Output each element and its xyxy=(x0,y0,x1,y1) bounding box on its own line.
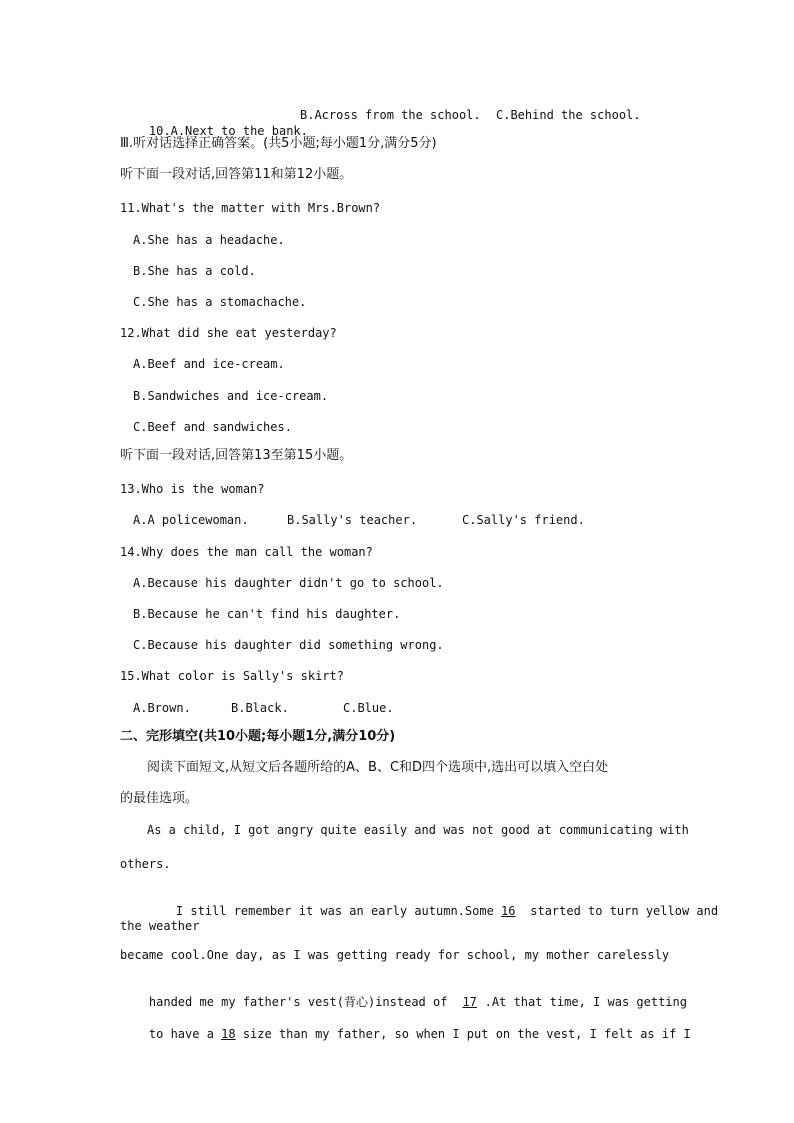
q12-option-b: B.Sandwiches and ice-cream. xyxy=(133,389,329,403)
q14-stem: 14.Why does the man call the woman? xyxy=(120,545,373,559)
section3-title: Ⅲ.听对话选择正确答案。(共5小题;每小题1分,满分5分) xyxy=(120,136,437,151)
passage-p2-line3: became cool.One day, as I was getting ready for school, my mother carelessly xyxy=(120,948,670,962)
passage-p2-line5 xyxy=(120,1010,691,1058)
passage-text: to have a xyxy=(148,1027,222,1041)
q10-option-c: C.Behind the school. xyxy=(496,108,641,122)
passage-text: handed me my father's vest(背心)instead of xyxy=(148,995,455,1009)
passage-p1-line2: others. xyxy=(120,857,171,871)
q15-stem: 15.What color is Sally's skirt? xyxy=(120,669,344,683)
passage-text: started to turn yellow and xyxy=(523,904,719,918)
q11-option-b: B.She has a cold. xyxy=(133,264,256,278)
q12-option-c: C.Beef and sandwiches. xyxy=(133,420,292,434)
q11-option-c: C.She has a stomachache. xyxy=(133,295,307,309)
q13-option-c: C.Sally's friend. xyxy=(462,513,585,527)
dialog2-intro: 听下面一段对话,回答第13至第15小题。 xyxy=(120,448,353,463)
q13-stem: 13.Who is the woman? xyxy=(120,482,265,496)
blank-18[interactable]: 18 xyxy=(221,1027,236,1041)
q12-option-a: A.Beef and ice-cream. xyxy=(133,357,285,371)
q11-option-a: A.She has a headache. xyxy=(133,233,285,247)
q15-option-b: B.Black. xyxy=(231,701,289,715)
q10-option-b: B.Across from the school. xyxy=(300,108,481,122)
q15-option-a: A.Brown. xyxy=(133,701,191,715)
part2-title: 二、完形填空(共10小题;每小题1分,满分10分) xyxy=(120,729,396,744)
q14-option-a: A.Because his daughter didn't go to school. xyxy=(133,576,444,590)
part2-instruction-line1: 阅读下面短文,从短文后各题所给的A、B、C和D四个选项中,选出可以填入空白处 xyxy=(147,760,609,775)
passage-p1-line1: As a child, I got angry quite easily and was not good at communicating with xyxy=(147,823,689,837)
part2-instruction-line2: 的最佳选项。 xyxy=(120,791,199,806)
passage-text: I still remember it was an early autumn.Some xyxy=(175,904,502,918)
passage-p2-line1 xyxy=(147,887,718,935)
q11-stem: 11.What's the matter with Mrs.Brown? xyxy=(120,201,381,215)
q12-stem: 12.What did she eat yesterday? xyxy=(120,326,337,340)
q13-option-b: B.Sally's teacher. xyxy=(287,513,418,527)
passage-text: .At that time, I was getting xyxy=(484,995,687,1009)
passage-p2-line2: the weather xyxy=(120,919,200,933)
blank-16[interactable]: 16 xyxy=(501,904,516,918)
q14-option-c: C.Because his daughter did something wrong. xyxy=(133,638,444,652)
q13-option-a: A.A policewoman. xyxy=(133,513,249,527)
q14-option-b: B.Because he can't find his daughter. xyxy=(133,607,401,621)
q15-option-c: C.Blue. xyxy=(343,701,394,715)
q10-option-a: 10.A.Next to the bank. xyxy=(148,124,308,138)
dialog1-intro: 听下面一段对话,回答第11和第12小题。 xyxy=(120,167,353,182)
blank-17[interactable]: 17 xyxy=(462,995,477,1009)
passage-text: size than my father, so when I put on the vest, I felt as if I xyxy=(235,1027,691,1041)
